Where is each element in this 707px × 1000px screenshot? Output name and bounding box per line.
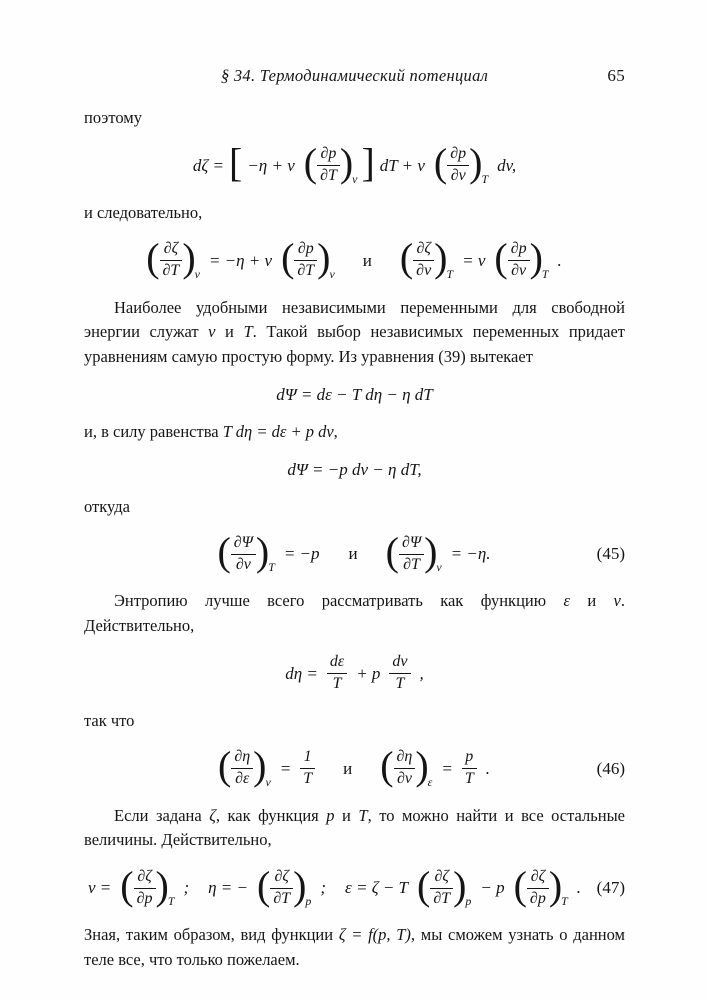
paren-fraction xyxy=(494,235,549,281)
left-paren: ( xyxy=(494,235,508,281)
paren-fraction xyxy=(380,743,433,789)
fraction xyxy=(389,653,410,694)
equation-47: v = ( $\frac{\partial\zeta}{\partial p}$ ) $_T$ ; η = − ( $\frac{\partial\zeta}{\partial T}$ ) $_p$ ; ε = ζ − T ( $\frac{\partial\zeta}{\partial T}$ ) $_p$ − p ( $\frac{\partial\zeta}{\partial p}$ ) $_T$ . (47) xyxy=(88,862,625,909)
fraction: $\frac{\partial\Psi}{\partial v}$ xyxy=(231,534,256,575)
paren-fraction xyxy=(399,235,454,281)
left-paren: ( xyxy=(120,862,134,908)
paragraph-takchto: так что xyxy=(84,710,135,730)
equation-dpsi-reduced: dΨ = −p dv − η dT, xyxy=(287,459,422,479)
paren-fraction xyxy=(217,528,275,575)
running-head xyxy=(84,66,625,86)
page-number: 65 xyxy=(607,66,625,85)
fraction: $\frac{\partial\eta}{\partial v}$ xyxy=(394,748,416,789)
left-paren: ( xyxy=(217,528,231,574)
paren-fraction xyxy=(257,862,312,909)
subscript: v xyxy=(265,774,271,789)
paragraph-otkuda: откуда xyxy=(84,496,130,516)
right-paren: ) xyxy=(453,862,467,908)
left-paren: ( xyxy=(218,743,232,789)
left-paren: ( xyxy=(303,140,318,186)
right-paren: ) xyxy=(182,235,196,281)
right-paren: ) xyxy=(317,235,331,281)
section-title: § 34. Термодинамический потенциал xyxy=(220,66,489,85)
paren-fraction xyxy=(218,743,271,789)
subscript: T xyxy=(541,266,549,281)
paragraph-variables: Наиболее удобными независимыми переменными для свободной энергии служат v и T. Такой выбор независимых переменных придает уравнениям самую простую форму. Из уравнения (39) вытекает xyxy=(84,297,625,366)
subscript: T xyxy=(481,171,489,186)
left-paren: ( xyxy=(385,528,399,574)
subscript: v xyxy=(436,560,442,575)
fraction: $\frac{\partial\zeta}{\partial T}$ xyxy=(160,240,183,281)
equation-46: ( $\frac{\partial\eta}{\partial\varepsilon}$ ) $_v$ = $\frac{1}{T}$ и ( $\frac{\partial\eta}{\partial v}$ ) $_\varepsilon$ = $\frac{p}{T}$ . (46) xyxy=(218,743,625,789)
right-bracket: ] xyxy=(361,140,375,186)
fraction: $\frac{\partial p}{\partial v}$ xyxy=(447,145,469,186)
left-paren: ( xyxy=(281,235,295,281)
equation-45: ( $\frac{\partial\Psi}{\partial v}$ ) $_T$ = −p и ( $\frac{\partial\Psi}{\partial T}$ ) $_v$ = −η. (45) xyxy=(217,528,625,575)
equation-dzeta: dζ = [ −η + v ( $\frac{\partial p}{\partial T}$ ) $_v$ ] dT + v ( $\frac{\partial p}{\partial v}$ ) $_T$ dv, xyxy=(192,140,517,186)
fraction xyxy=(300,748,315,789)
left-paren: ( xyxy=(399,235,414,281)
right-paren: ) xyxy=(548,862,563,908)
paragraph-poetomu: поэтому xyxy=(84,108,142,127)
fraction: $\frac{\partial\zeta}{\partial T}$ xyxy=(430,868,453,909)
word-and: и xyxy=(362,250,372,270)
right-paren: ) xyxy=(424,528,438,574)
right-paren: ) xyxy=(253,743,267,789)
eq-lhs: dζ = xyxy=(192,155,224,175)
left-bracket: [ xyxy=(229,140,243,186)
paragraph-entropiya: Энтропию лучше всего рассматривать как функцию ε и v. Действительно, xyxy=(84,591,625,635)
right-paren: ) xyxy=(529,235,543,281)
left-paren: ( xyxy=(380,743,394,789)
subscript: p xyxy=(465,894,472,909)
fraction: $\frac{\partial\zeta}{\partial p}$ xyxy=(134,868,156,909)
fraction: $\frac{\partial\zeta}{\partial p}$ xyxy=(527,868,549,909)
fraction: $\frac{\partial p}{\partial v}$ xyxy=(508,240,530,281)
paren-fraction xyxy=(385,528,442,575)
subscript: T xyxy=(268,560,275,575)
paren-fraction xyxy=(417,862,472,909)
right-paren: ) xyxy=(155,862,169,908)
fraction: $\frac{\partial p}{\partial T}$ xyxy=(317,145,340,186)
right-paren: ) xyxy=(339,140,354,186)
fraction: $\frac{\partial\Psi}{\partial T}$ xyxy=(399,534,424,575)
right-paren: ) xyxy=(469,140,483,186)
fraction: $\frac{\partial\eta}{\partial\varepsilon}$ xyxy=(231,748,253,789)
paren-fraction xyxy=(513,862,568,909)
subscript: ε xyxy=(427,774,433,789)
fraction: $\frac{\partial\zeta}{\partial v}$ xyxy=(413,240,434,281)
fraction xyxy=(462,748,477,789)
paragraph-vsilu: и, в силу равенства T dη = dε + p dv, xyxy=(84,421,338,441)
left-paren: ( xyxy=(146,235,160,281)
fraction xyxy=(327,653,347,694)
subscript: p xyxy=(305,894,312,909)
right-paren: ) xyxy=(255,528,270,574)
paren-fraction xyxy=(303,140,358,186)
subscript: v xyxy=(329,266,335,281)
paren-fraction xyxy=(120,862,175,909)
word-and: и xyxy=(343,758,353,778)
left-paren: ( xyxy=(513,862,527,908)
right-paren: ) xyxy=(434,235,448,281)
fraction: $\frac{dv}{T}$ xyxy=(389,653,410,694)
fraction: $\frac{d\varepsilon}{T}$ xyxy=(327,653,347,694)
paragraph-sledovatelno: и следовательно, xyxy=(84,202,203,222)
paren-fraction xyxy=(146,235,200,281)
fraction: $\frac{1}{T}$ xyxy=(300,748,315,789)
equation-number-45: (45) xyxy=(596,544,625,564)
fraction: $\frac{\partial\zeta}{\partial T}$ xyxy=(270,868,293,909)
subscript: T xyxy=(446,266,454,281)
right-paren: ) xyxy=(415,743,429,789)
equation-number-47: (47) xyxy=(596,878,625,897)
paren-fraction xyxy=(281,235,335,281)
left-paren: ( xyxy=(257,862,271,908)
equation-dpsi-full: dΨ = dε − T dη − η dT xyxy=(276,384,433,404)
paren-fraction xyxy=(433,140,489,186)
paragraph-znaya: Зная, таким образом, вид функции ζ = f(p, T), мы сможем узнать о данном теле все, что только пожелаем. xyxy=(84,925,625,969)
fraction: $\frac{\partial p}{\partial T}$ xyxy=(294,240,317,281)
subscript: T xyxy=(167,894,175,909)
equation-deta: dη = $\frac{d\varepsilon}{T}$ + p $\frac{dv}{T}$ , xyxy=(285,653,424,693)
equation-sledstvie: ( $\frac{\partial\zeta}{\partial T}$ ) $_v$ = −η + v ( $\frac{\partial p}{\partial T}$ ) $_v$ и ( $\frac{\partial\zeta}{\partial v}$ ) $_T$ = v ( $\frac{\partial p}{\partial v}$ ) $_T$ . xyxy=(146,235,562,281)
fraction: $\frac{p}{T}$ xyxy=(462,748,477,789)
word-and: и xyxy=(348,544,358,564)
paragraph-esli-zadana: Если задана ζ, как функция p и T, то можно найти и все остальные величины. Действительно, xyxy=(84,805,626,850)
subscript: v xyxy=(352,171,358,186)
equation-number-46: (46) xyxy=(596,758,625,778)
subscript: T xyxy=(561,894,568,909)
right-paren: ) xyxy=(293,862,307,908)
left-paren: ( xyxy=(433,140,448,186)
left-paren: ( xyxy=(417,862,431,908)
subscript: v xyxy=(194,266,200,281)
